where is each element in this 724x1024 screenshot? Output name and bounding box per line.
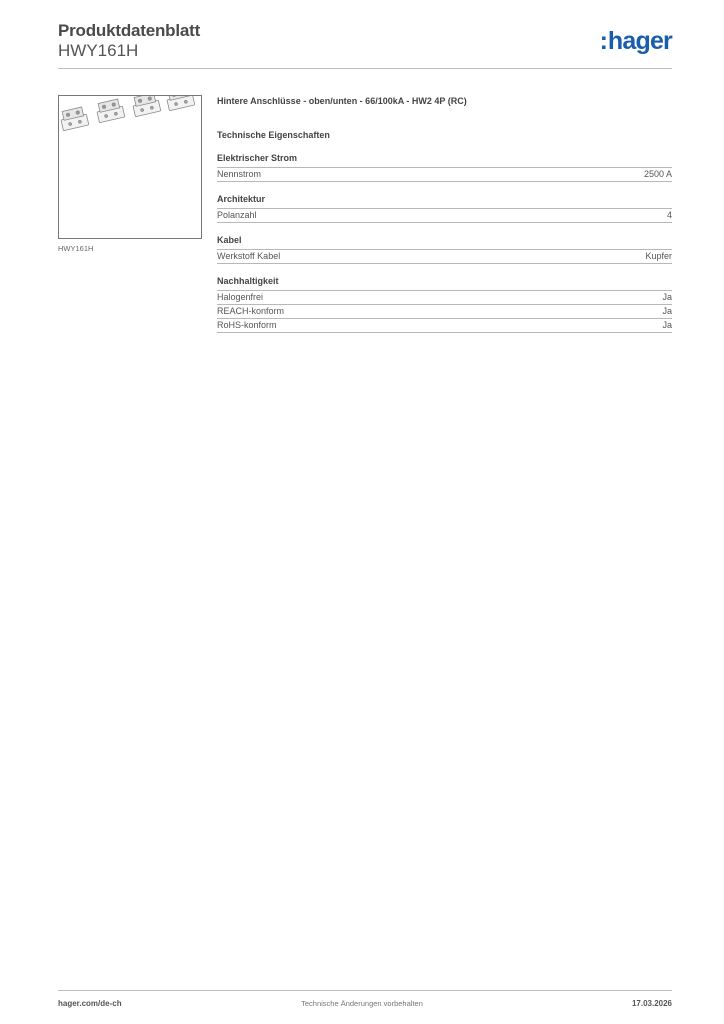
property-label: Nennstrom [217,169,262,179]
section-heading: Technische Eigenschaften [217,130,330,140]
property-row [217,291,672,305]
header-divider [58,68,672,69]
property-value: Ja [662,292,672,302]
group-nachhaltigkeit [217,275,672,333]
group-elektrischer-strom [217,152,672,182]
property-label: RoHS-konform [217,320,277,330]
group-kabel [217,234,672,264]
property-row [217,168,672,182]
property-value: Ja [662,320,672,330]
group-title: Elektrischer Strom [217,152,672,168]
property-label: Polanzahl [217,210,257,220]
property-row [217,305,672,319]
hager-logo [600,26,672,56]
property-value: 2500 A [643,169,672,179]
property-value: 4 [666,210,672,220]
product-image [58,95,202,239]
product-image-caption: HWY161H [58,244,94,253]
logo-dots: : [599,27,607,55]
footer-website-link[interactable]: hager.com/de-ch [58,999,122,1008]
product-code: HWY161H [58,41,139,60]
property-row [217,209,672,223]
page-title: Produktdatenblatt [58,21,201,40]
product-description: Hintere Anschlüsse - oben/unten - 66/100kA - HW2 4P (RC) [217,96,467,106]
property-label: REACH-konform [217,306,285,316]
group-title: Nachhaltigkeit [217,275,672,291]
property-label: Halogenfrei [217,292,264,302]
footer-divider [58,990,672,991]
connection-terminals-image [59,96,201,238]
property-label: Werkstoff Kabel [217,251,281,261]
property-row [217,250,672,264]
property-value: Kupfer [645,251,672,261]
logo-text: hager [607,27,672,55]
footer-disclaimer: Technische Änderungen vorbehalten [301,999,423,1008]
property-row [217,319,672,333]
group-title: Architektur [217,193,672,209]
technical-data [217,94,672,333]
document-header [58,20,200,61]
property-value: Ja [662,306,672,316]
group-title: Kabel [217,234,672,250]
footer-date: 17.03.2026 [631,999,672,1008]
group-architektur [217,193,672,223]
